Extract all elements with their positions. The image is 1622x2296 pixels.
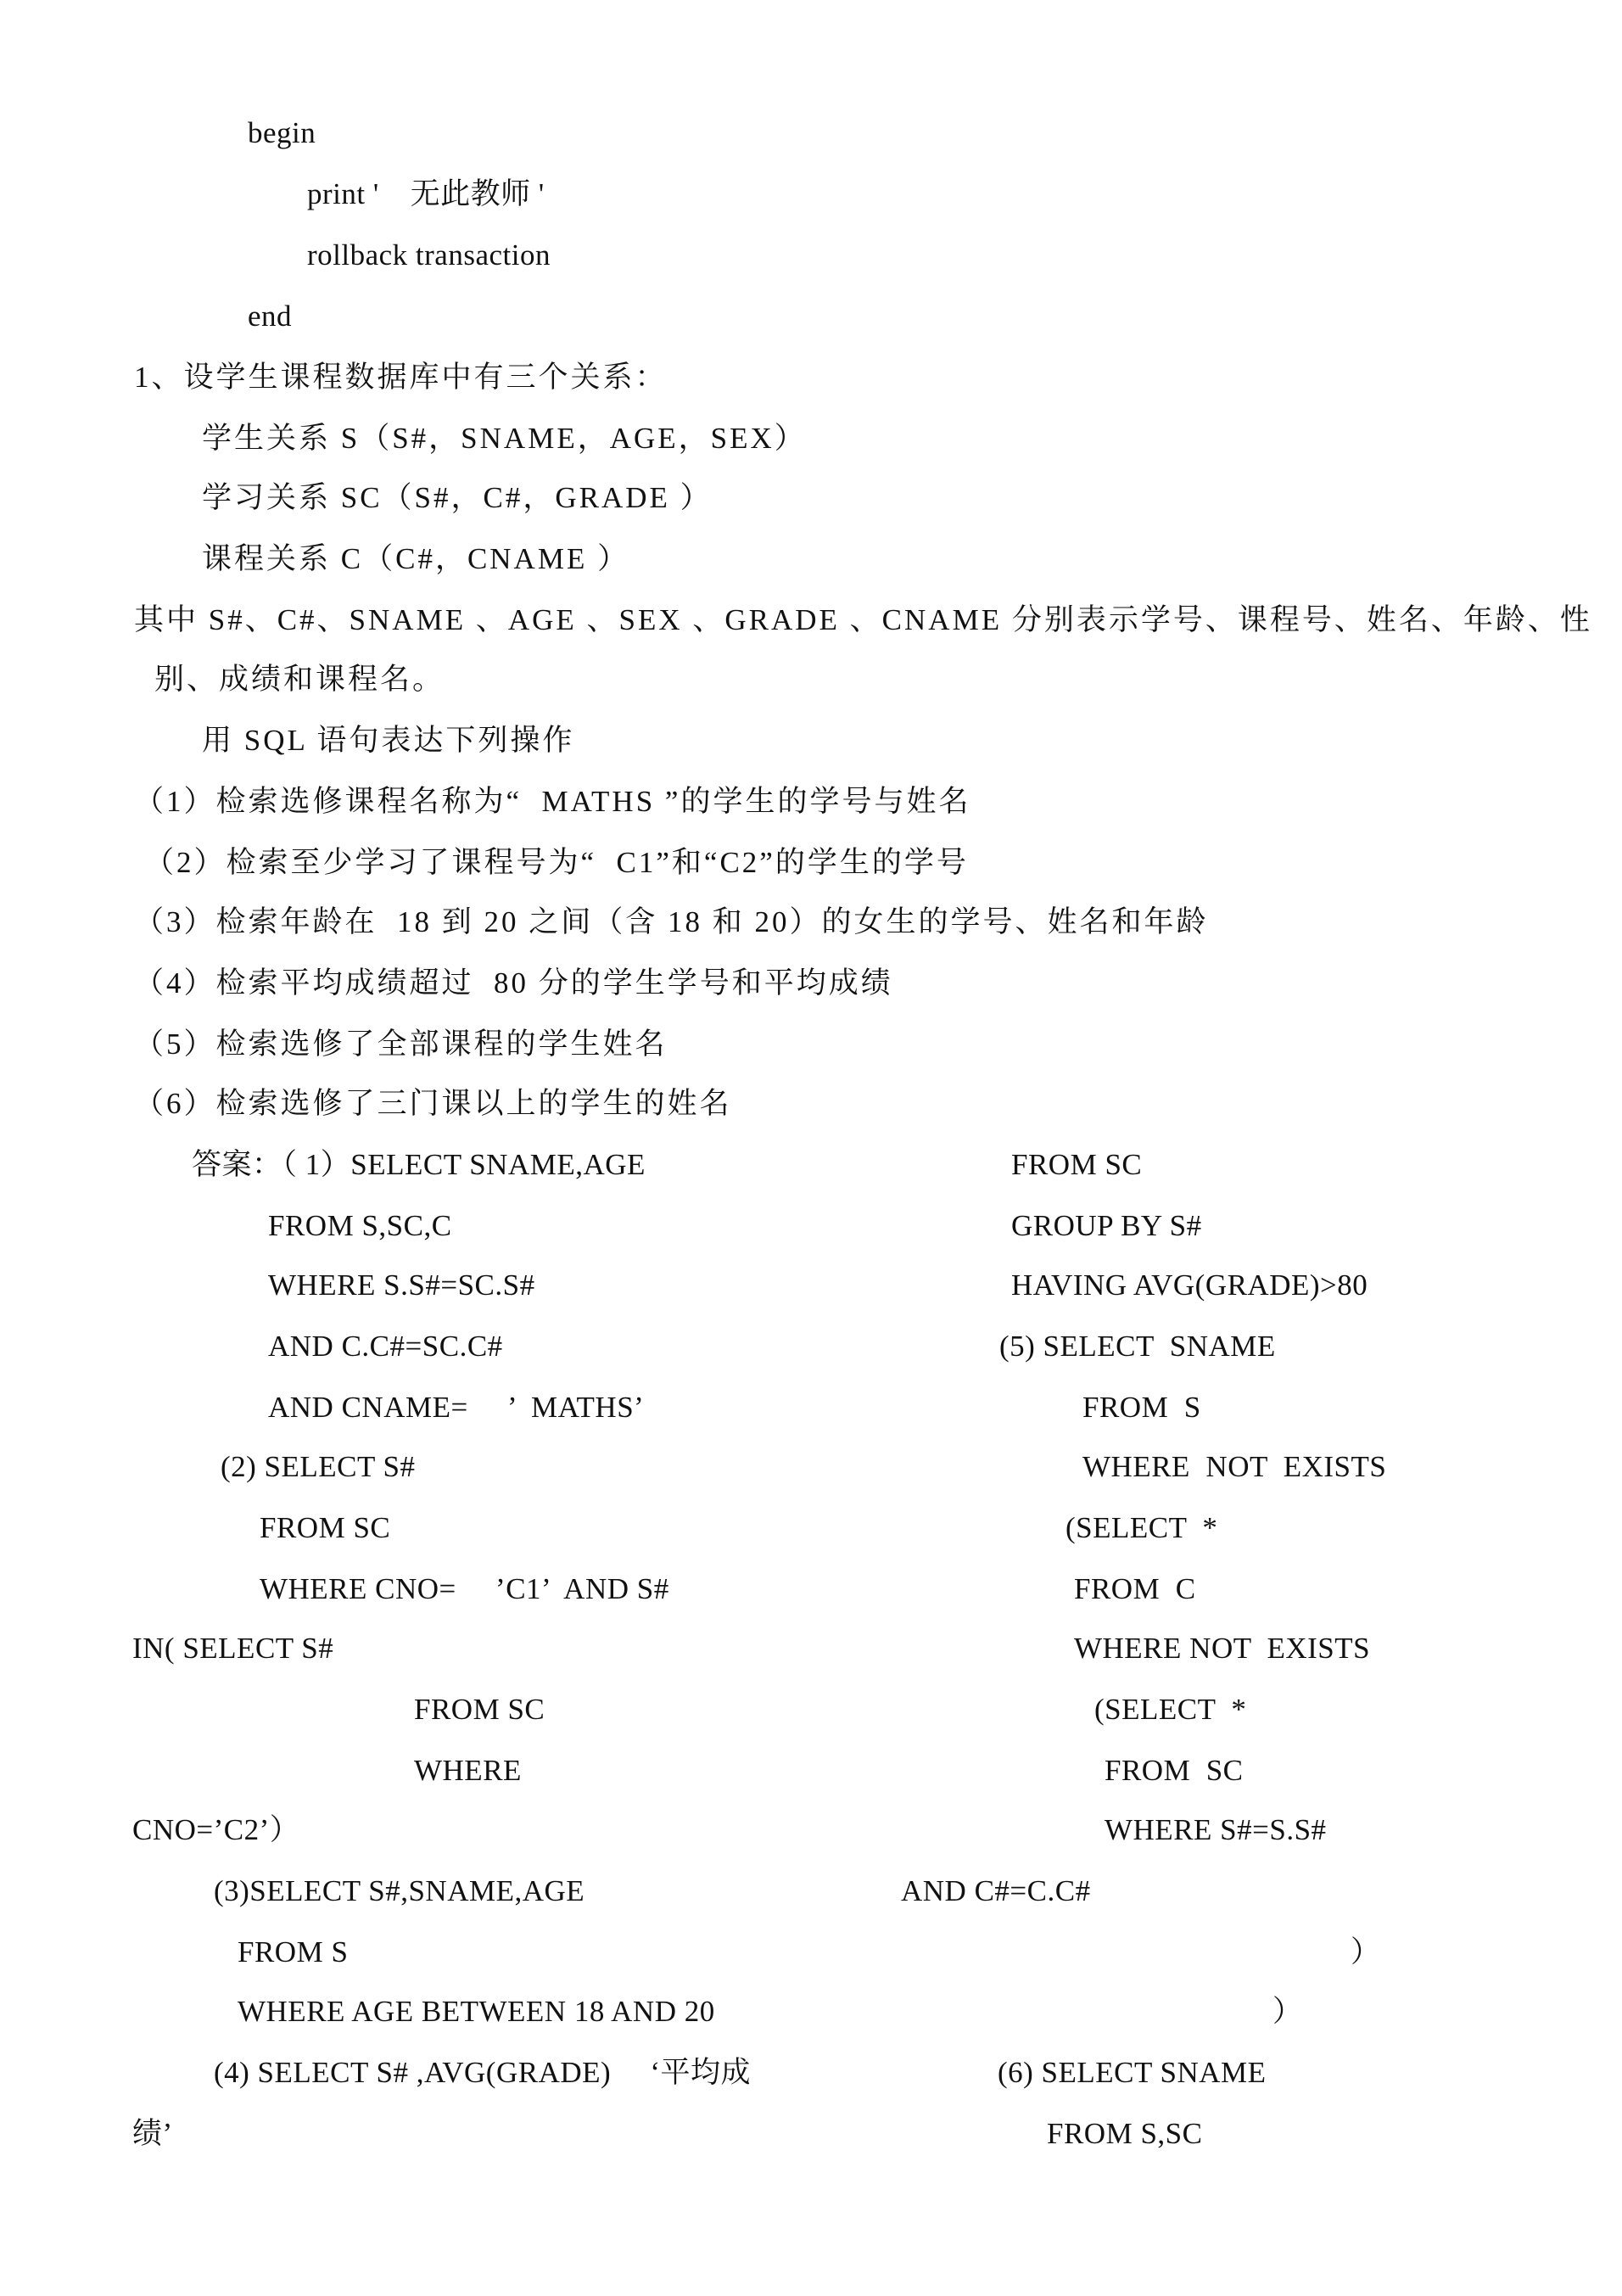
answer-6-from: FROM S,SC [1047, 2117, 1203, 2150]
answer-4-having: HAVING AVG(GRADE)>80 [1011, 1268, 1368, 1302]
instruction: 用 SQL 语句表达下列操作 [202, 724, 575, 757]
answer-5-subsub-where: WHERE S#=S.S# [1105, 1813, 1327, 1846]
question-2: （2）检索至少学习了课程号为“ C1”和“C2”的学生的学号 [144, 846, 969, 879]
answer-5-close-outer: ） [1272, 1995, 1303, 2028]
relation-c: 课程关系 C（C#，CNAME ） [202, 542, 630, 575]
answer-2-sub-from: FROM SC [414, 1693, 545, 1726]
answer-2-in-select: IN( SELECT S# [132, 1632, 334, 1665]
answer-5-select: (5) SELECT SNAME [999, 1330, 1276, 1363]
relation-s: 学生关系 S（S#，SNAME，AGE，SEX） [202, 422, 807, 455]
answer-2-select: (2) SELECT S# [221, 1450, 416, 1483]
answer-4-alias: 绩’ [132, 2117, 173, 2150]
answer-2-cno: CNO=’C2’） [132, 1813, 300, 1846]
answer-3-from: FROM S [238, 1935, 349, 1968]
answer-5-subsub-select: (SELECT * [1094, 1693, 1247, 1726]
answer-6-select: (6) SELECT SNAME [998, 2056, 1267, 2089]
code-rollback: rollback transaction [307, 238, 551, 272]
relation-sc: 学习关系 SC（S#，C#，GRADE ） [202, 481, 713, 514]
answer-4-from: FROM SC [1011, 1148, 1143, 1181]
answer-5-and: AND C#=C.C# [901, 1874, 1091, 1907]
answer-1-and-c: AND C.C#=SC.C# [268, 1330, 503, 1363]
question-intro: 1、设学生课程数据库中有三个关系： [134, 361, 668, 394]
question-5: （5）检索选修了全部课程的学生姓名 [134, 1028, 668, 1061]
answer-2-from: FROM SC [260, 1511, 391, 1544]
answer-1-where: WHERE S.S#=SC.S# [268, 1268, 535, 1302]
answer-5-sub-where: WHERE NOT EXISTS [1074, 1632, 1371, 1665]
code-print: print ' 无此教师 ' [307, 177, 545, 210]
code-end: end [248, 300, 293, 333]
description-line-2: 别、成绩和课程名。 [154, 663, 445, 696]
answer-2-where: WHERE CNO= ’C1’ AND S# [260, 1572, 669, 1605]
answer-5-sub-from: FROM C [1074, 1572, 1196, 1605]
code-begin: begin [248, 116, 316, 149]
answer-5-subsub-from: FROM SC [1105, 1754, 1244, 1787]
answer-1-select: 答案：（ 1）SELECT SNAME,AGE [192, 1148, 646, 1181]
answer-5-sub-select: (SELECT * [1065, 1511, 1218, 1544]
question-6: （6）检索选修了三门课以上的学生的姓名 [134, 1087, 732, 1120]
answer-2-sub-where: WHERE [414, 1754, 522, 1787]
question-1: （1）检索选修课程名称为“ MATHS ”的学生的学号与姓名 [134, 785, 971, 818]
answer-5-where-not-exists: WHERE NOT EXISTS [1082, 1450, 1387, 1483]
answer-5-from: FROM S [1082, 1391, 1201, 1424]
question-3: （3）检索年龄在 18 到 20 之间（含 18 和 20）的女生的学号、姓名和年龄 [134, 905, 1209, 938]
answer-3-select: (3)SELECT S#,SNAME,AGE [214, 1874, 585, 1907]
answer-5-close-inner: ） [1351, 1935, 1381, 1968]
answer-4-group-by: GROUP BY S# [1011, 1209, 1202, 1242]
question-4: （4）检索平均成绩超过 80 分的学生学号和平均成绩 [134, 966, 893, 1000]
description-line-1: 其中 S#、C#、SNAME 、AGE 、SEX 、GRADE 、CNAME 分别表示学号、课程号、姓名、年龄、性 [134, 603, 1592, 636]
answer-1-from: FROM S,SC,C [268, 1209, 452, 1242]
answer-3-where: WHERE AGE BETWEEN 18 AND 20 [238, 1995, 715, 2028]
answer-4-select: (4) SELECT S# ,AVG(GRADE) ‘平均成 [214, 2056, 752, 2089]
answer-1-and-cname: AND CNAME= ’ MATHS’ [268, 1391, 645, 1424]
